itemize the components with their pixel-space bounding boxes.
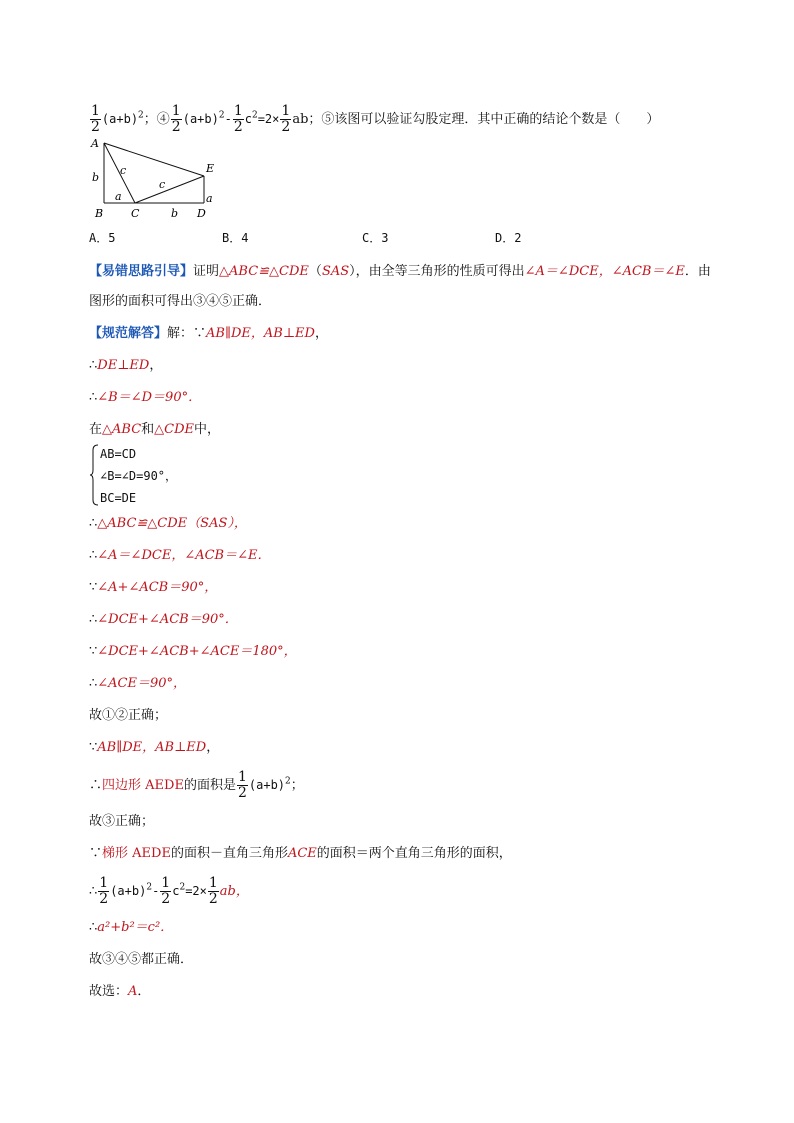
- solution-line-13: ∴四边形 AEDE的面积是 $\frac{1}{2}$ $(a+b)^2$；: [89, 769, 304, 801]
- fraction: $\frac{1}{2}$: [161, 875, 171, 907]
- hint-line-2: 图形的面积可得出③④⑤正确．: [89, 294, 272, 309]
- label-D: D: [197, 207, 206, 220]
- solution-line-11: 故①②正确；: [89, 708, 168, 723]
- hint-line-1: 【易错思路引导】证明△ABC≌△CDE（SAS），由全等三角形的性质可得出∠A＝∠DCE，∠ACB＝∠E．由: [89, 264, 711, 279]
- solution-line-10: ∴∠ACE＝90°，: [89, 676, 187, 691]
- brace-icon: [89, 444, 99, 506]
- label-c-ac: c: [120, 164, 127, 177]
- solution-line-8: ∴∠DCE+∠ACB＝90°．: [89, 612, 238, 627]
- solution-line-9: ∵∠DCE+∠ACB+∠ACE＝180°，: [89, 644, 297, 659]
- label-A: A: [91, 137, 99, 150]
- solution-line-7: ∵∠A+∠ACB＝90°，: [89, 580, 218, 595]
- solution-line-15: ∵梯形 AEDE的面积－直角三角形ACE的面积＝两个直角三角形的面积，: [89, 846, 512, 861]
- fraction: $\frac{1}{2}$: [99, 875, 109, 907]
- fraction: $\frac{1}{2}$: [233, 103, 243, 135]
- fraction: $\frac{1}{2}$: [237, 769, 247, 801]
- solution-line-4: 在△ABC和△CDE中，: [89, 422, 221, 437]
- question-tail: $\frac{1}{2}$ $(a+b)^2$；④ $\frac{1}{2}$ $(a+b)^2-$ $\frac{1}{2}$ $c^2=2\times$ $\frac{1}{2}$ ab；⑤该图可以验证勾股定理．其中正确的结论个数是（ ）: [91, 103, 660, 135]
- label-C: C: [131, 207, 140, 220]
- label-a-bottom: a: [115, 190, 122, 203]
- system-eq-1: AB=CD: [100, 447, 137, 461]
- solution-line-14: 故③正确；: [89, 814, 155, 829]
- option-a: A．5: [89, 231, 116, 245]
- option-c: C．3: [362, 231, 389, 245]
- solution-line-3: ∴∠B＝∠D＝90°．: [89, 390, 202, 405]
- geometry-figure: [88, 134, 228, 224]
- solution-line-16: ∴ $\frac{1}{2}$ $(a+b)^2-$ $\frac{1}{2}$ $c^2=2\times$ $\frac{1}{2}$ ab，: [89, 875, 249, 907]
- option-b: B．4: [222, 231, 249, 245]
- option-d: D．2: [495, 231, 522, 245]
- label-b-bottom: b: [171, 207, 179, 220]
- solution-line-12: ∵AB∥DE，AB⊥ED，: [89, 740, 220, 755]
- solution-line-5: ∴△ABC≌△CDE（SAS），: [89, 516, 247, 531]
- label-B: B: [95, 207, 104, 220]
- system-eq-3: BC=DE: [100, 491, 137, 505]
- label-b-left: b: [92, 171, 100, 184]
- solution-line-2: ∴DE⊥ED，: [89, 358, 163, 373]
- solution-line-19: 故选：A．: [89, 984, 151, 999]
- solution-line-1: 【规范解答】解：∵AB∥DE，AB⊥ED，: [89, 326, 328, 341]
- fraction: $\frac{1}{2}$: [281, 103, 291, 135]
- fraction: $\frac{1}{2}$: [91, 103, 100, 135]
- label-E: E: [206, 162, 215, 175]
- fraction: $\frac{1}{2}$: [171, 103, 181, 135]
- label-c-ce: c: [159, 178, 166, 191]
- label-a-right: a: [206, 192, 213, 205]
- system-eq-2: ∠B=∠D=90°，: [100, 469, 178, 483]
- fraction: $\frac{1}{2}$: [208, 875, 218, 907]
- solution-line-6: ∴∠A＝∠DCE，∠ACB＝∠E．: [89, 548, 271, 563]
- solution-line-18: 故③④⑤都正确．: [89, 952, 194, 967]
- solution-line-17: ∴a²+b²＝c²．: [89, 920, 174, 935]
